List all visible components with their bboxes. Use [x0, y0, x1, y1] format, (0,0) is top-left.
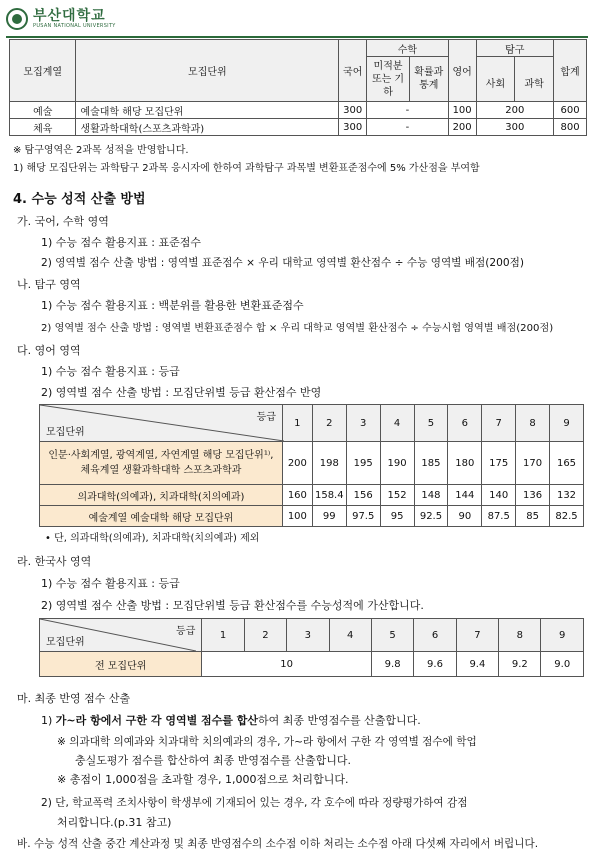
subsection-da: 다. 영어 영역 [17, 344, 81, 357]
subsection-ga: 가. 국어, 수학 영역 [17, 215, 109, 228]
footnote-1: 1) 해당 모집단위는 과학탐구 2과목 응시자에 한하여 과학탐구 과목별 변환표준점수에 5% 가산점을 부여함 [13, 163, 480, 174]
table-row: 의과대학(의예과), 치과대학(치의예과) 160 158.4 156 152 148 144 140 136 132 [40, 485, 584, 506]
university-seal-icon [6, 8, 28, 30]
col-group: 모집계열 [10, 40, 76, 102]
col-science: 과학 [515, 63, 554, 101]
col-total: 합계 [554, 40, 587, 102]
korean-history-table: 등급 모집단위 1 2 3 4 5 6 7 8 9 전 모집단위 10 9.8 9.6 9.4 9.2 9.0 [39, 618, 584, 677]
table-row: 예술 예술대학 해당 모집단위 300 - 100 200 600 [10, 102, 587, 119]
subsection-ba: 바. 수능 성적 산출 중간 계산과정 및 최종 반영점수의 소수점 이하 처리는 소수점 아래 다섯째 자리에서 버립니다. [17, 838, 539, 850]
table-row: 예술계열 예술대학 해당 모집단위 100 99 97.5 95 92.5 90 87.5 85 82.5 [40, 506, 584, 527]
col-social: 사회 [476, 63, 515, 101]
col-korean: 국어 [339, 40, 367, 102]
table-row: 전 모집단위 10 9.8 9.6 9.4 9.2 9.0 [40, 652, 584, 677]
english-note: • 단, 의과대학(의예과), 치과대학(치의예과) 제외 [45, 533, 260, 544]
logo [6, 6, 116, 32]
logo-korean: 부산대학교 [33, 8, 106, 24]
grade-unit-header: 등급 모집단위 [40, 619, 202, 652]
subsection-ma: 마. 최종 반영 점수 산출 [17, 692, 131, 705]
table-row: 인문·사회계열, 광역계열, 자연계열 해당 모집단위¹⁾, 체육계열 생활과학대학 스포츠과학과 200 198 195 190 185 180 175 170 165 [40, 442, 584, 485]
english-grade-table: 등급 모집단위 1 2 3 4 5 6 7 8 9 인문·사회계열, 광역계열, 자연계열 해당 모집단위¹⁾, 체육계열 생활과학대학 스포츠과학과 200 198 195 190 185 180 175 170 165 의과대학(의예과), 치과대학(치의예과) 160 158.4 156 152 148 144 140 136 132 예술계열 예술대학 해당 모집단위 100 99 97.5 95 92.5 90 87.5 85 82.5 [39, 404, 584, 527]
col-english: 영어 [448, 40, 476, 102]
subsection-na: 나. 탐구 영역 [17, 278, 81, 291]
col-math-calc-geom: 미적분 또는 기하 [367, 57, 410, 102]
col-math: 수학 [367, 40, 449, 57]
score-weight-table [9, 39, 587, 136]
col-unit: 모집단위 [76, 40, 339, 102]
logo-english: PUSAN NATIONAL UNIVERSITY [33, 23, 116, 29]
table-row: 체육 생활과학대학(스포츠과학과) 300 - 200 300 800 [10, 119, 587, 136]
section-title: 4. 수능 성적 산출 방법 [13, 192, 146, 207]
grade-unit-header: 등급 모집단위 [40, 405, 283, 442]
inquiry-note: ※ 탐구영역은 2과목 성적을 반영합니다. [13, 145, 189, 156]
col-inquiry: 탐구 [476, 40, 553, 57]
header-divider [6, 36, 588, 38]
col-math-prob-stat: 확률과 통계 [409, 57, 448, 102]
subsection-ra: 라. 한국사 영역 [17, 555, 92, 568]
